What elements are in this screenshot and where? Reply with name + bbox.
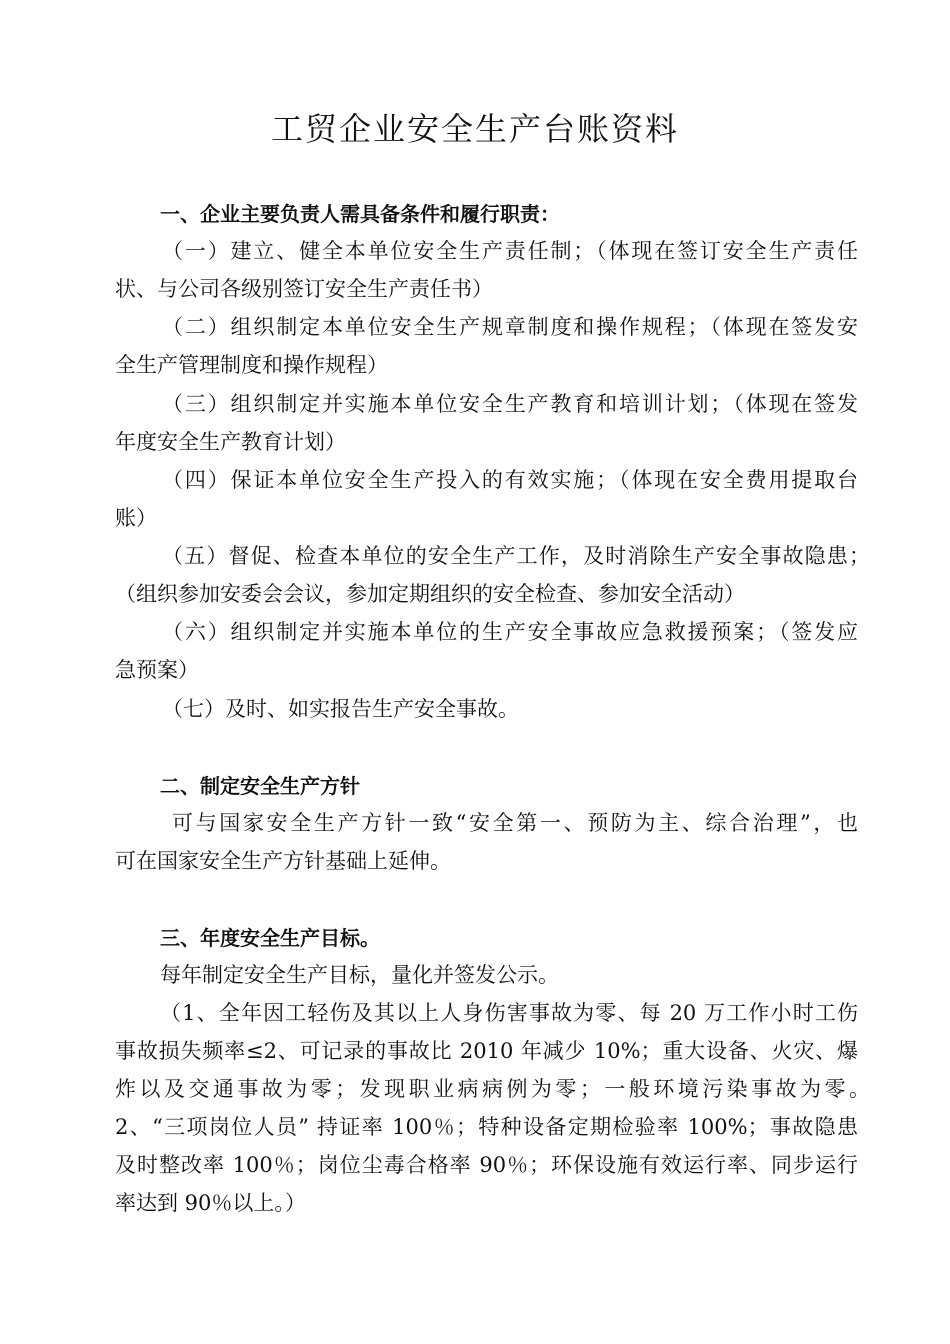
section1-item-5-line2: （组织参加安委会会议，参加定期组织的安全检查、参加安全活动） xyxy=(115,582,745,606)
section3-line-6: 率达到 90％以上。） xyxy=(115,1191,306,1215)
section2-heading: 二、制定安全生产方针 xyxy=(160,774,360,798)
section1-heading: 一、企业主要负责人需具备条件和履行职责： xyxy=(160,202,560,226)
section1-item-4-line1: （四）保证本单位安全生产投入的有效实施；（体现在安全费用提取台 xyxy=(162,468,858,492)
section1-item-6-line2: 急预案） xyxy=(115,658,199,682)
section2-line2: 可在国家安全生产方针基础上延伸。 xyxy=(115,849,451,873)
section2-line1: 可与国家安全生产方针一致“安全第一、预防为主、综合治理”，也 xyxy=(172,811,858,835)
section1-item-3-line1: （三）组织制定并实施本单位安全生产教育和培训计划；（体现在签发 xyxy=(162,392,858,416)
section1-item-1-line2: 状、与公司各级别签订安全生产责任书） xyxy=(115,277,493,301)
section1-item-4-line2: 账） xyxy=(115,506,157,530)
section1-item-7-line1: （七）及时、如实报告生产安全事故。 xyxy=(162,697,519,721)
section1-item-5-line1: （五）督促、检查本单位的安全生产工作，及时消除生产安全事故隐患； xyxy=(162,544,870,568)
section3-line-3: 炸以及交通事故为零；发现职业病病例为零；一般环境污染事故为零。 xyxy=(115,1077,870,1101)
section1-item-2-line2: 全生产管理制度和操作规程） xyxy=(115,353,388,377)
section3-line-4: 2、“三项岗位人员” 持证率 100％；特种设备定期检验率 100%；事故隐患 xyxy=(115,1115,858,1139)
section1-item-2-line1: （二）组织制定本单位安全生产规章制度和操作规程；（体现在签发安 xyxy=(162,315,858,339)
section3-line-5: 及时整改率 100％；岗位尘毒合格率 90％；环保设施有效运行率、同步运行 xyxy=(115,1153,858,1177)
section3-line-1: （1、全年因工轻伤及其以上人身伤害事故为零、每 20 万工作小时工伤 xyxy=(160,1001,858,1025)
section3-heading: 三、年度安全生产目标。 xyxy=(160,926,380,950)
section1-item-3-line2: 年度安全生产教育计划） xyxy=(115,430,346,454)
section1-item-1-line1: （一）建立、健全本单位安全生产责任制；（体现在签订安全生产责任 xyxy=(162,239,858,263)
section1-item-6-line1: （六）组织制定并实施本单位的生产安全事故应急救援预案；（签发应 xyxy=(162,620,858,644)
document-title: 工贸企业安全生产台账资料 xyxy=(270,110,679,148)
section3-intro: 每年制定安全生产目标，量化并签发公示。 xyxy=(160,963,559,987)
section3-line-2: 事故损失频率≤2、可记录的事故比 2010 年减少 10%；重大设备、火灾、爆 xyxy=(115,1039,858,1063)
